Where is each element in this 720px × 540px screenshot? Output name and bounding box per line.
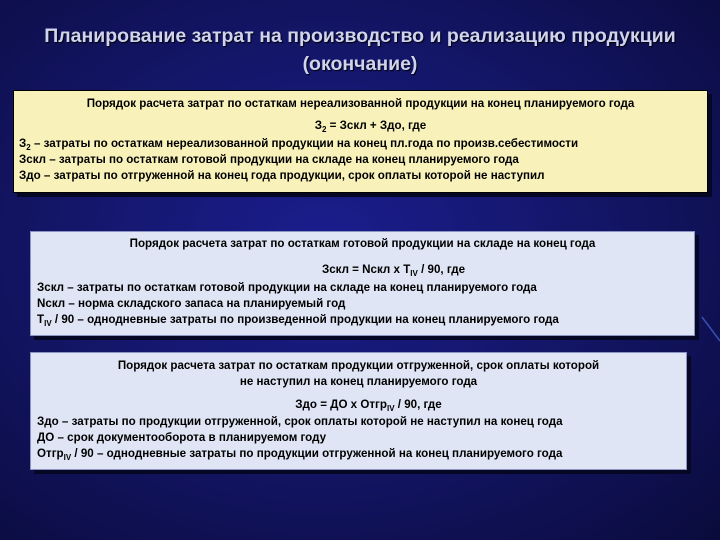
box3-heading-line-2: не наступил на конец планируемого года bbox=[239, 375, 478, 388]
box2-def-nskl: Nскл – норма складского запаса на планируемый год bbox=[37, 297, 346, 310]
box1-def-zskl: Зскл – затраты по остаткам готовой продукции на складе на конец планируемого года bbox=[19, 153, 519, 166]
page-title bbox=[20, 22, 700, 78]
box2-def-t: $Т_{IV} / 90$ – однодневные затраты по произведенной продукции на конец планируемого года bbox=[37, 313, 559, 328]
box3-def-zdo: Здо – затраты по продукции отгруженной, срок оплаты которой не наступил на конец года bbox=[37, 415, 563, 428]
title-line-2: (окончание) bbox=[302, 53, 418, 75]
box-shipped-goods bbox=[30, 352, 687, 470]
decorative-line bbox=[700, 315, 720, 345]
box2-formula: Зскл = Nскл х $Т_{IV} / 90$, где bbox=[321, 263, 466, 278]
box1-def-z2: $З_2$ – затраты по остаткам нереализованной продукции на конец пл.года по произв.себестимости bbox=[19, 137, 579, 152]
box3-heading-line-1: Порядок расчета затрат по остаткам продукции отгруженной, срок оплаты которой bbox=[117, 359, 600, 372]
box1-formula: $З_2$ = Зскл + Здо, где bbox=[314, 119, 427, 134]
box-finished-goods bbox=[30, 231, 695, 336]
box1-def-zdo: Здо – затраты по отгруженной на конец года продукции, срок оплаты которой не наступил bbox=[19, 169, 545, 182]
box2-def-zskl: Зскл – затраты по остаткам готовой продукции на складе на конец планируемого года bbox=[37, 281, 537, 294]
box3-def-do: ДО – срок документооборота в планируемом году bbox=[37, 431, 327, 444]
box-unsold-products bbox=[13, 90, 708, 193]
box3-formula: Здо = ДО х Отгр$_{IV}$ / 90, где bbox=[295, 398, 442, 413]
title-line-1: Планирование затрат на производство и реализацию продукции bbox=[44, 25, 676, 47]
box2-heading: Порядок расчета затрат по остаткам готовой продукции на складе на конец года bbox=[129, 237, 596, 250]
box3-def-otgr: Отгр$_{IV}$ / 90 – однодневные затраты по продукции отгруженной на конец планируемого года bbox=[37, 447, 563, 462]
box1-heading: Порядок расчета затрат по остаткам нереализованной продукции на конец планируемого года bbox=[86, 97, 635, 110]
